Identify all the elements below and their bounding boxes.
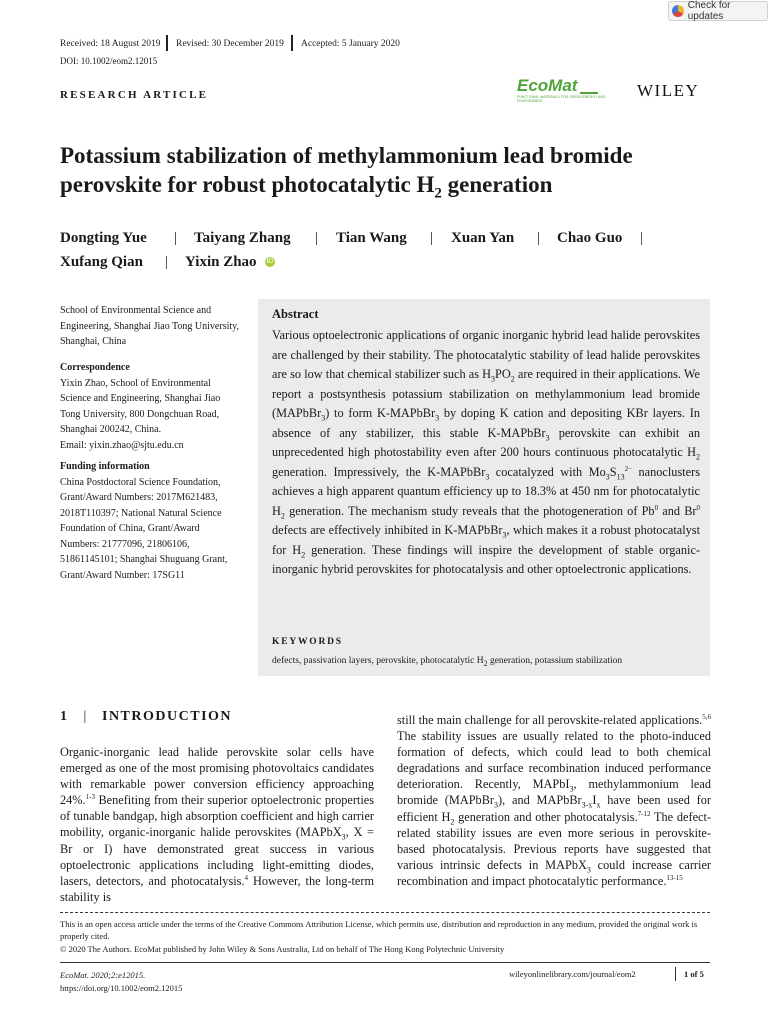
- copyright-text: © 2020 The Authors. EcoMat published by John Wiley & Sons Australia, Ltd on behalf of The Hong Kong Polytechnic University: [60, 943, 505, 954]
- funding-info: [60, 459, 240, 583]
- title-subscript: 2: [434, 185, 442, 202]
- keywords-heading: KEYWORDS: [272, 637, 343, 647]
- body-column-right: still the main challenge for all perovskite-related applications.$^{5,6}$ The stability issues are usually related to the photo-induced formation of defects, which could lead to both chemical degradations and surface recombination induced performance deterioration. Recently, MAPbI$_3$, methylammonium lead bromide (MAPbBr$_3$), and $MAPbBr_{3-x}I_x$ have been used for efficient $H_2$ generation and other photocatalysis.$^{7-12}$ The defect-related stability issues are even more serious in perovskite-based photocatalysis. Previous reports have suggested that various intrinsic defects in MAPbX$_3$ could increase carrier recombination and impact photocatalytic performance.$^{13-15}$: [397, 712, 712, 888]
- correspondence-heading: Correspondence: [60, 362, 130, 373]
- author-separator: |: [640, 230, 644, 246]
- wiley-logo: WILEY: [637, 81, 700, 100]
- logo-underline: [580, 92, 598, 94]
- title-line-1: Potassium stabilization of methylammonium lead bromide: [60, 143, 633, 168]
- citation-text: EcoMat. 2020;2:e12015.: [60, 970, 146, 980]
- license-note: [60, 918, 710, 955]
- funding-text: China Postdoctoral Science Foundation, Grant/Award Numbers: 2017M621483, 2018T110397; National Natural Science Foundation of China, Grant/Award Numbers: 21777096, 21806106, 51861145101; Shanghai Shuguang Grant, Grant/Award Number: 17SG11: [60, 476, 228, 581]
- author-name[interactable]: Xufang Qian: [60, 254, 143, 270]
- title-line-2: [60, 170, 720, 202]
- abstract-text: Various optoelectronic applications of organic inorganic hybrid lead halide perovskites are challenged by their stability. The photocatalytic stability of lead halide perovskites are so low that chemical stabilizer such as $H_3PO_2$ are required in their applications. We report a postsynthesis potassium stabilization on methylammonium lead bromide (MAPbBr$_3$) to form K-MAPbBr$_3$ by doping K cation and depositing KBr layers. In absence of any stabilizer, this stable K-MAPbBr$_3$ perovskite can exhibit an unprecedented high photostability even after 200 hours continuous photocatalytic $H_2$ generation. Impressively, the K-MAPbBr$_3$ cocatalyzed with $Mo_3S_{13}^{2-}$ nanoclusters achieves a high apparent quantum efficiency up to 18.3% at 450 nm for photocatalytic $H_2$ generation. The mechanism study reveals that the photogeneration of Pb$^0$ and Br$^0$ defects are effectively inhibited in K-MAPbBr$_3$, which makes it a robust photocatalyst for $H_2$ generation. These findings will inspire the development of stable organic-inorganic hybrid perovskites for photocatalysis and other optoelectronic applications.: [272, 328, 701, 576]
- body-column-left: Organic-inorganic lead halide perovskite solar cells have emerged as one of the most promising photovoltaics candidates with remarkable power conversion efficiency approaching 24%.$^{1-3}$ Benefiting from their superior optoelectronic properties of tunable bandgap, high absorption coefficient and high carrier mobility, organic-inorganic halide perovskites (MAPbX$_3$, X = Br or I) have demonstrated great success in various optoelectronic applications including light-emitting diodes, lasers, detectors, and photocatalysis.$^4$ However, the long-term stability is: [60, 745, 375, 904]
- divider: [291, 35, 293, 51]
- ecomat-logo: EcoMat: [517, 76, 578, 95]
- doi-link[interactable]: https://doi.org/10.1002/eom2.12015: [60, 983, 183, 993]
- author-separator: |: [174, 230, 178, 246]
- title-text: perovskite for robust photocatalytic H: [60, 172, 435, 197]
- page-number: 1 of 5: [684, 969, 704, 979]
- received-date: Received: 18 August 2019: [60, 39, 161, 49]
- divider: [166, 35, 168, 51]
- crossmark-icon: [672, 5, 684, 17]
- journal-tagline: FUNCTIONAL MATERIALS FOR GREEN ENERGY AND ENVIRONMENT: [517, 95, 606, 103]
- correspondence-email[interactable]: Email: yixin.zhao@sjtu.edu.cn: [60, 439, 184, 451]
- author-name[interactable]: Taiyang Zhang: [194, 230, 291, 246]
- footer-citation: [60, 969, 182, 995]
- license-text: This is an open access article under the terms of the Creative Commons Attribution License, which permits use, distribution and reproduction in any medium, provided the original work is properly cited.: [60, 919, 698, 942]
- author-name[interactable]: Xuan Yan: [451, 230, 515, 246]
- divider: [675, 967, 676, 981]
- accepted-date: Accepted: 5 January 2020: [301, 39, 400, 49]
- author-separator: |: [430, 230, 434, 246]
- abstract-heading: Abstract: [272, 307, 319, 321]
- article-title: [60, 141, 720, 202]
- check-for-updates-label: Check for updates: [687, 0, 731, 22]
- check-for-updates-button[interactable]: [668, 1, 768, 21]
- orcid-icon[interactable]: iD: [266, 258, 274, 265]
- article-type: RESEARCH ARTICLE: [60, 89, 209, 101]
- keywords-list: defects, passivation layers, perovskite, photocatalytic $H_2$ generation, potassium stabilization: [272, 656, 623, 668]
- author-separator: |: [165, 254, 169, 270]
- title-text: generation: [441, 172, 553, 197]
- author-separator: |: [537, 230, 541, 246]
- footnote-divider: [60, 912, 710, 913]
- author-name[interactable]: Yixin Zhao: [185, 254, 257, 270]
- journal-site-link[interactable]: wileyonlinelibrary.com/journal/eom2: [509, 969, 636, 979]
- author-name[interactable]: Chao Guo: [557, 230, 623, 246]
- correspondence: [60, 360, 240, 453]
- correspondence-text: Yixin Zhao, School of Environmental Science and Engineering, Shanghai Jiao Tong University, 800 Dongchuan Road, Shanghai 200242, China.: [60, 377, 221, 435]
- section-heading: [60, 709, 232, 725]
- author-name[interactable]: Tian Wang: [336, 230, 407, 246]
- revised-date: Revised: 30 December 2019: [176, 39, 284, 49]
- author-name[interactable]: Dongting Yue: [60, 230, 147, 246]
- affiliation: School of Environmental Science and Engineering, Shanghai Jiao Tong University, Shanghai, China: [60, 305, 239, 347]
- doi: DOI: 10.1002/eom2.12015: [60, 56, 158, 66]
- funding-heading: Funding information: [60, 461, 150, 472]
- footer-divider: [60, 962, 710, 963]
- section-number: 1 |: [60, 709, 88, 724]
- section-title: INTRODUCTION: [102, 709, 233, 724]
- author-separator: |: [315, 230, 319, 246]
